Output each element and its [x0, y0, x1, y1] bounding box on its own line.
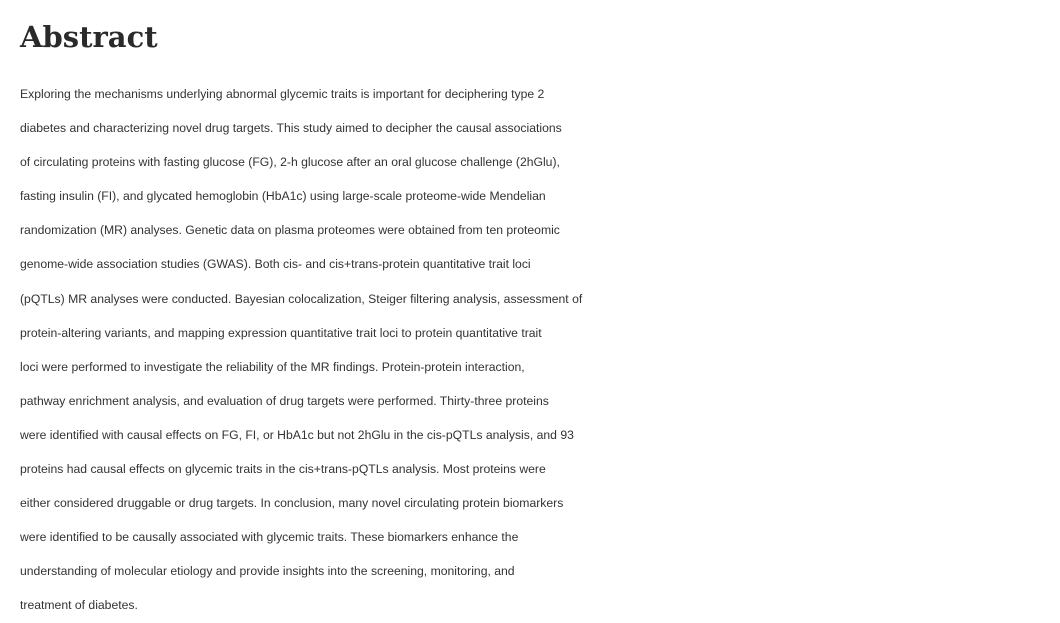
abstract-line: loci were performed to investigate the reliability of the MR findings. Protein-protein interaction, [20, 359, 525, 374]
abstract-line: diabetes and characterizing novel drug targets. This study aimed to decipher the causal associations [20, 121, 562, 136]
abstract-line: proteins had causal effects on glycemic traits in the cis+trans-pQTLs analysis. Most proteins were [20, 462, 546, 477]
abstract-line: either considered druggable or drug targets. In conclusion, many novel circulating protein biomarkers [20, 496, 564, 511]
abstract-line: of circulating proteins with fasting glucose (FG), 2-h glucose after an oral glucose challenge (2hGlu), [20, 155, 560, 170]
abstract-line: fasting insulin (FI), and glycated hemoglobin (HbA1c) using large-scale proteome-wide Mendelian [20, 189, 546, 204]
abstract-line: randomization (MR) analyses. Genetic data on plasma proteomes were obtained from ten proteomic [20, 223, 560, 238]
abstract-paragraph [20, 77, 1050, 623]
abstract-line: pathway enrichment analysis, and evaluation of drug targets were performed. Thirty-three proteins [20, 393, 549, 408]
abstract-line: were identified with causal effects on FG, FI, or HbA1c but not 2hGlu in the cis-pQTLs analysis, and 93 [20, 427, 574, 442]
abstract-line: protein-altering variants, and mapping expression quantitative trait loci to protein quantitative trait [20, 325, 542, 340]
abstract-line: were identified to be causally associated with glycemic traits. These biomarkers enhance the [20, 530, 519, 545]
abstract-line: understanding of molecular etiology and provide insights into the screening, monitoring, and [20, 564, 515, 579]
abstract-line: (pQTLs) MR analyses were conducted. Bayesian colocalization, Steiger filtering analysis, assessment of [20, 291, 583, 306]
abstract-heading: Abstract [20, 20, 158, 54]
abstract-line: Exploring the mechanisms underlying abnormal glycemic traits is important for deciphering type 2 [20, 87, 545, 101]
abstract-line: genome-wide association studies (GWAS). Both cis- and cis+trans-protein quantitative trait loci [20, 257, 531, 272]
abstract-line: treatment of diabetes. [20, 598, 138, 613]
